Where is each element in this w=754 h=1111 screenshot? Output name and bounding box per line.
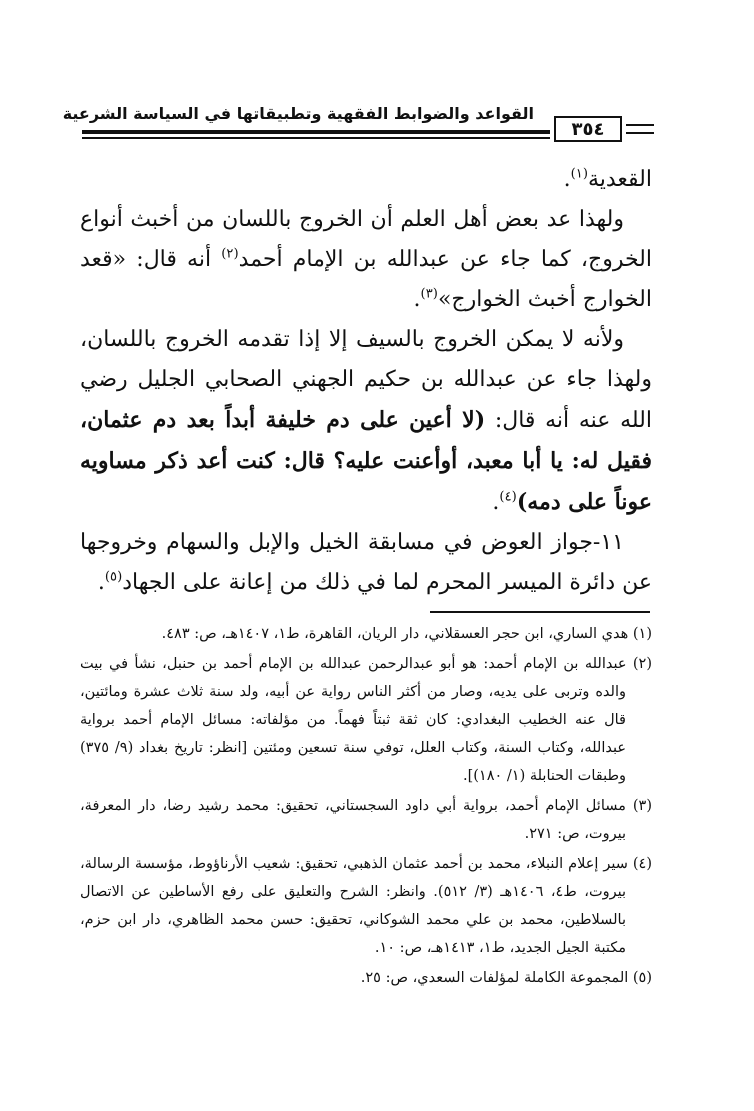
footnote-5: (٥) المجموعة الكاملة لمؤلفات السعدي، ص: ٢٥. [360,970,652,986]
paragraph-3-text: ولأنه لا يمكن الخروج بالسيف إلا إذا تقدمه الخروج باللسان، ولهذا جاء عن عبدالله بن حكيم الجهني الصحابي الجليل رضي الله عنه أنه قال: [80,327,653,433]
paragraph-4-end: . [97,570,105,595]
page-number: ٣٥٤ [554,116,622,142]
paragraph-3-quote: (لا أعين على دم خليفة أبداً بعد دم عثمان، فقيل له: يا أبا معبد، أوأعنت عليه؟ قال: كنت أعد ذكر مساويه عوناً على دمه) [80,407,652,515]
paragraph-3-end: . [492,490,500,515]
footnote-3: (٣) مسائل الإمام أحمد، برواية أبي داود السجستاني، تحقيق: محمد رشيد رضا، دار المعرفة، بيروت، ص: ٢٧١. [80,798,652,842]
running-header-title: القواعد والضوابط الفقهية وتطبيقاتها في السياسة الشرعية [62,104,534,123]
paragraph-2-text-a: ولهذا عد بعض أهل العلم أن الخروج باللسان من أخبث أنواع الخروج، كما جاء عن عبدالله بن الإمام أحمد [80,207,652,272]
header-rule-thin [82,137,550,139]
footnote-ref-5: (٥) [104,569,123,585]
header-rule-thick [82,130,550,134]
footnote-separator [430,611,650,613]
paragraph-1-text: القعدية [587,167,652,192]
paragraph-3 [80,320,652,523]
footnote-4: (٤) سير إعلام النبلاء، محمد بن أحمد عثمان الذهبي، تحقيق: شعيب الأرناؤوط، مؤسسة الرسالة، بيروت، ط٤، ١٤٠٦هـ (٣/ ٥١٢). وانظر: الشرح والتعليق على رفع الأساطين عن الاتصال بالسلاطين، محمد بن علي محمد الشوكاني، تحقيق: حسن محمد الظاهري، دار ابن حزم، مكتبة الجيل الجديد، ط١، ١٤١٣هـ، ص: ١٠. [80,856,652,956]
paragraph-2 [80,200,652,320]
footnote-ref-3: (٣) [420,286,438,302]
footnote-ref-4: (٤) [499,489,517,505]
footnote-ref-1: (١) [570,166,588,182]
header-dash-ornament [626,124,654,134]
footnote-ref-2: (٢) [221,246,239,262]
footnote-1: (١) هدي الساري، ابن حجر العسقلاني، دار الريان، القاهرة، ط١، ١٤٠٧هـ، ص: ٤٨٣. [161,626,652,642]
running-header [62,104,654,140]
footnote-2: (٢) عبدالله بن الإمام أحمد: هو أبو عبدالرحمن عبدالله بن الإمام أحمد بن حنبل، نشأ في بيت والده وتربى على يديه، وصار من أكثر الناس رواية عن أبيه، ولد سنة ثلاث عشرة ومائتين، قال عنه الخطيب البغدادي: كان ثقة ثبتاً فهماً. من مؤلفاته: مسائل الإمام أحمد برواية عبدالله، وكتاب السنة، وكتاب العلل، توفي سنة تسعين ومئتين [انظر: تاريخ بغداد (٩/ ٣٧٥) وطبقات الحنابلة (١/ ١٨٠)]. [80,656,652,784]
paragraph-4-text: ١١-جواز العوض في مسابقة الخيل والإبل والسهام وخروجها عن دائرة الميسر المحرم لما في ذلك من إعانة على الجهاد [80,530,652,595]
paragraph-1 [80,160,652,200]
paragraph-1-end: . [563,167,571,192]
paragraph-2-end: . [413,287,421,312]
main-text [80,160,652,603]
paragraph-4 [80,523,652,603]
paragraph-2-text-b: أنه قال: «قعد الخوارج أخبث الخوارج» [80,247,652,312]
footnotes [80,620,652,994]
